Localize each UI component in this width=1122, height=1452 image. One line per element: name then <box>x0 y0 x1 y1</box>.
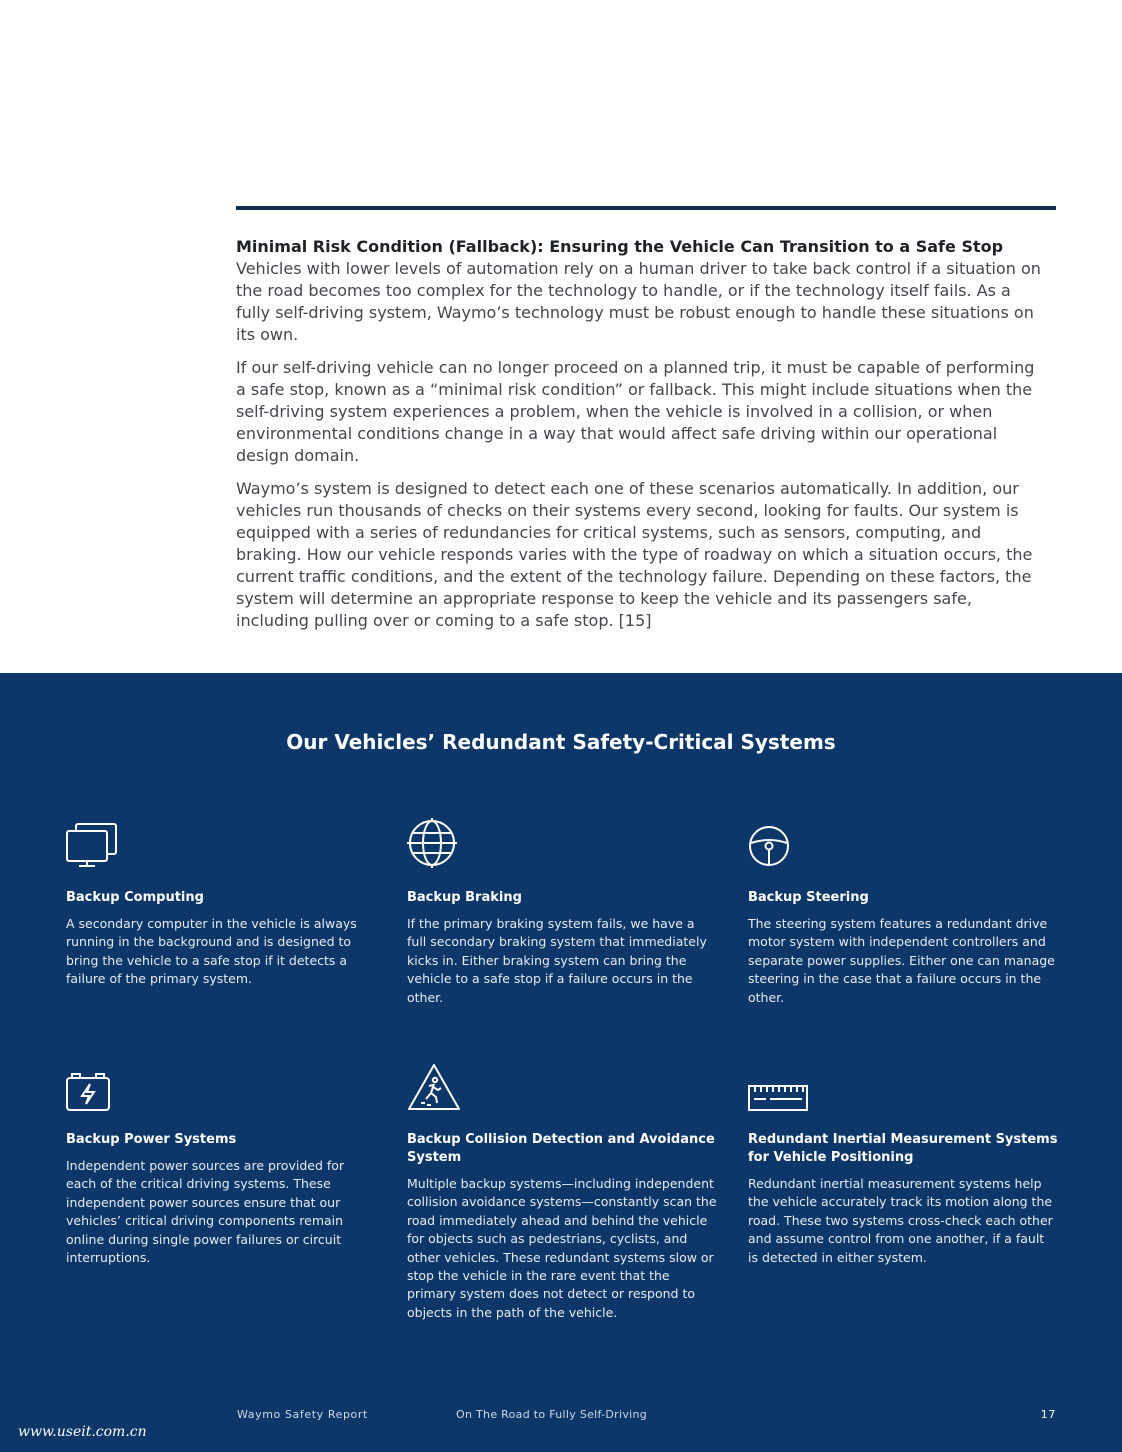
section-paragraph-1: Vehicles with lower levels of automation rely on a human driver to take back control if a situation on the road becomes too complex for the technology to handle, or if the technology itself fails. As a fully self-driving system, Waymo’s technology must be robust enough to handle these situations on its own. <box>236 259 1041 344</box>
card-title: Backup Power Systems <box>66 1132 237 1147</box>
watermark: www.useit.com.cn <box>18 1424 147 1440</box>
card-title: Redundant Inertial Measurement Systems for Vehicle Positioning <box>748 1132 1058 1165</box>
footer-report-title: Waymo Safety Report <box>237 1408 368 1421</box>
battery-icon <box>66 1073 110 1111</box>
steering-wheel-icon <box>748 825 790 867</box>
card-title: Backup Braking <box>407 890 522 905</box>
card-title: Backup Computing <box>66 890 204 905</box>
card-text: Independent power sources are provided for each of the critical driving systems. These independent power sources ensure that our vehicles’ critical driving components remain online during single power failures or circuit interruptions. <box>66 1158 345 1266</box>
card-text: If the primary braking system fails, we have a full secondary braking system that immediately kicks in. Either braking system can bring the vehicle to a safe stop if a failure occurs in the other. <box>407 916 707 1005</box>
globe-icon <box>407 818 457 868</box>
card-text: Redundant inertial measurement systems help the vehicle accurately track its motion along the road. These two systems cross-check each other and assume control from one another, if a fault is detected in either system. <box>748 1176 1053 1265</box>
card-text: Multiple backup systems—including independent collision avoidance systems—constantly scan the road immediately ahead and behind the vehicle for objects such as pedestrians, cyclists, and other vehicles. These redundant systems slow or stop the vehicle in the rare event that the primary system does not detect or respond to objects in the path of the vehicle. <box>407 1176 717 1320</box>
section-paragraph-2: If our self-driving vehicle can no longer proceed on a planned trip, it must be capable of performing a safe stop, known as a “minimal risk condition” or fallback. This might include situations when the self-driving system experiences a problem, when the vehicle is involved in a collision, or when environmental conditions change in a way that would affect safe driving within our operational design domain. <box>236 358 1035 465</box>
card-title: Backup Collision Detection and Avoidance System <box>407 1132 715 1165</box>
footer-chapter-title: On The Road to Fully Self-Driving <box>456 1408 648 1421</box>
redundant-systems-panel <box>0 673 1122 1452</box>
panel-title: Our Vehicles’ Redundant Safety-Critical Systems <box>286 730 836 754</box>
footer-page-number: 17 <box>1040 1408 1056 1421</box>
section-heading: Minimal Risk Condition (Fallback): Ensuring the Vehicle Can Transition to a Safe Stop <box>236 237 1004 256</box>
card-title: Backup Steering <box>748 890 869 905</box>
monitors-icon <box>66 823 120 869</box>
pedestrian-warning-icon <box>407 1063 461 1111</box>
card-text: A secondary computer in the vehicle is always running in the background and is designed to bring the vehicle to a safe stop if it detects a failure of the primary system. <box>66 916 357 987</box>
section-divider <box>236 206 1056 210</box>
section-paragraph-3: Waymo’s system is designed to detect each one of these scenarios automatically. In addition, our vehicles run thousands of checks on their systems every second, looking for faults. Our system is equipped with a series of redundancies for critical systems, such as sensors, computing, and braking. How our vehicle responds varies with the type of roadway on which a situation occurs, the current traffic conditions, and the extent of the technology failure. Depending on these factors, the system will determine an appropriate response to keep the vehicle and its passengers safe, including pulling over or coming to a safe stop. [15] <box>236 479 1033 630</box>
intro-section <box>236 236 1048 643</box>
ruler-icon <box>748 1085 808 1111</box>
card-text: The steering system features a redundant drive motor system with independent controllers and separate power supplies. Either one can manage steering in the case that a failure occurs in the other. <box>748 916 1055 1005</box>
